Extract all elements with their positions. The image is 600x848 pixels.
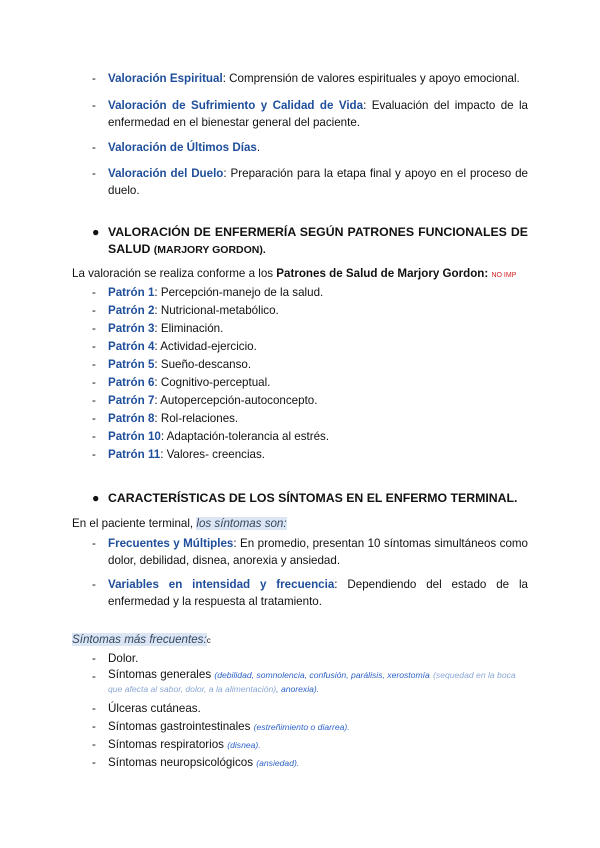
list-item: - Úlceras cutáneas. xyxy=(92,702,201,715)
list-item: - Patrón 4: Actividad-ejercicio. xyxy=(92,340,257,353)
list-item: - Síntomas respiratorios (disnea). xyxy=(92,738,261,751)
list-item: - Patrón 11: Valores- creencias. xyxy=(92,448,266,461)
paragraph: En el paciente terminal, los síntomas son: xyxy=(72,517,287,530)
list-item: - Valoración del Duelo: Preparación para la etapa final y apoyo en el proceso de duelo. xyxy=(92,167,529,197)
list-item: - Síntomas neuropsicológicos (ansiedad). xyxy=(92,756,300,769)
list-item: - Frecuentes y Múltiples: En promedio, presentan 10 síntomas simultáneos como dolor, debilidad, disnea, anorexia y ansiedad. xyxy=(92,537,528,567)
list-item: - Valoración Espiritual: Comprensión de valores espirituales y apoyo emocional. xyxy=(92,72,520,85)
paragraph: Síntomas más frecuentes:c xyxy=(72,633,211,646)
list-item: - Valoración de Últimos Días. xyxy=(92,141,261,154)
list-item: - Patrón 7: Autopercepción-autoconcepto. xyxy=(92,394,318,407)
list-item: - Valoración de Sufrimiento y Calidad de Vida: Evaluación del impacto de la enfermedad en el bienestar general del paciente. xyxy=(92,99,529,129)
section-heading: ● CARACTERÍSTICAS DE LOS SÍNTOMAS EN EL ENFERMO TERMINAL. xyxy=(92,491,518,505)
list-item: - Patrón 6: Cognitivo-perceptual. xyxy=(92,376,271,389)
list-item: - Patrón 10: Adaptación-tolerancia al estrés. xyxy=(92,430,330,443)
list-item: - Dolor. xyxy=(92,652,139,665)
list-item: - Patrón 2: Nutricional-metabólico. xyxy=(92,304,279,317)
list-item: - Patrón 1: Percepción-manejo de la salud. xyxy=(92,286,324,299)
paragraph: La valoración se realiza conforme a los Patrones de Salud de Marjory Gordon: NO IMP xyxy=(72,267,517,280)
list-item: - Patrón 3: Eliminación. xyxy=(92,322,224,335)
list-item: - Síntomas generales (debilidad, somnolencia, confusión, parálisis, xerostomía (sequedad en la boca que afecta al sabor, dolor, a la alimentación), anorexia). xyxy=(92,668,516,694)
section-heading: ● VALORACIÓN DE ENFERMERÍA SEGÚN PATRONES FUNCIONALES DE SALUD (MARJORY GORDON). xyxy=(92,225,528,256)
list-item: - Patrón 5: Sueño-descanso. xyxy=(92,358,252,371)
list-item: - Síntomas gastrointestinales (estreñimiento o diarrea). xyxy=(92,720,350,733)
list-item: - Patrón 8: Rol-relaciones. xyxy=(92,412,239,425)
list-item: - Variables en intensidad y frecuencia: Dependiendo del estado de la enfermedad y la respuesta al tratamiento. xyxy=(92,578,528,608)
